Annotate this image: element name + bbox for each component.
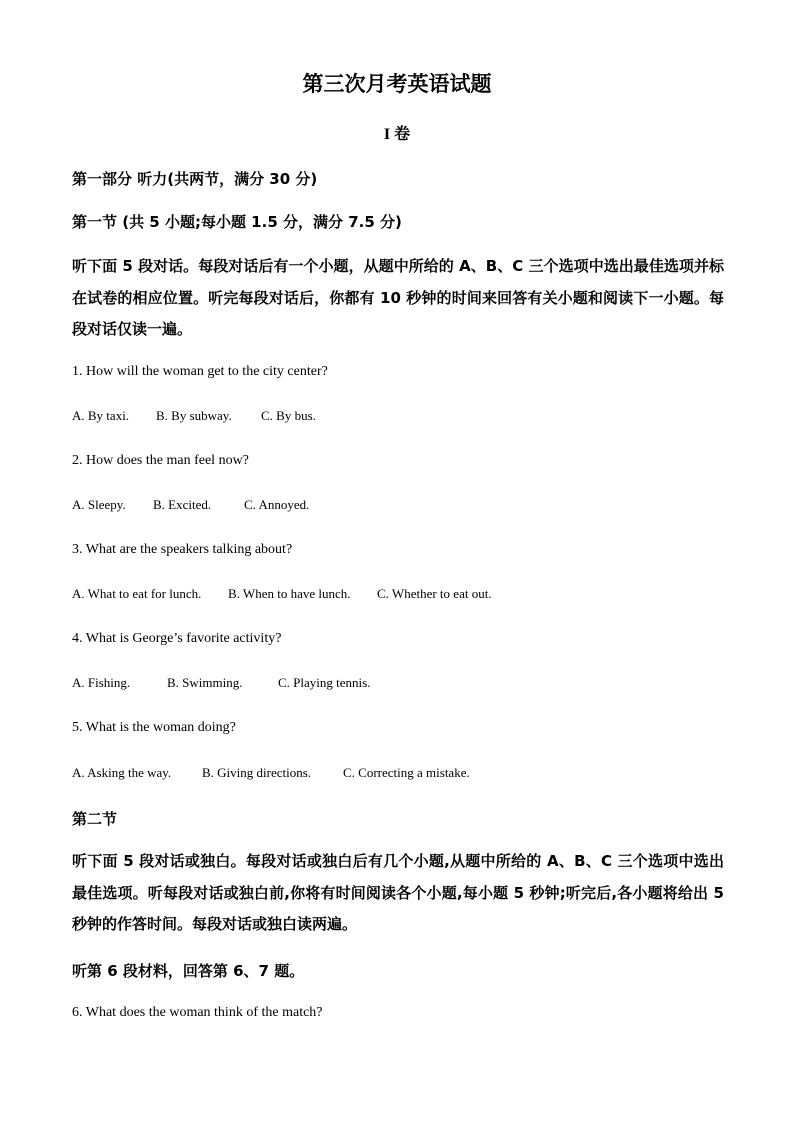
material-6-heading: 听第 6 段材料，回答第 6、7 题。: [72, 962, 305, 980]
question-2-stem: 2. How does the man feel now?: [72, 453, 249, 468]
question-3-options: [72, 586, 492, 602]
option-b: B. When to have lunch.: [228, 586, 351, 601]
option-a: A. By taxi.: [72, 408, 130, 423]
option-a: A. What to eat for lunch.: [72, 586, 202, 601]
option-c: C. Whether to eat out.: [377, 586, 492, 601]
section1-instructions: 听下面 5 段对话。每段对话后有一个小题，从题中所给的 A、B、C 三个选项中选出最佳选项并标在试卷的相应位置。听完每段对话后，你都有 10 秒钟的时间来回答有关小题和阅读下一小题。每段对话仅读一遍。: [72, 257, 724, 338]
option-c: C. Playing tennis.: [278, 675, 371, 690]
option-b: B. Swimming.: [167, 675, 243, 690]
section2-heading: 第二节: [72, 810, 118, 828]
section2-instructions: 听下面 5 段对话或独白。每段对话或独白后有几个小题,从题中所给的 A、B、C 三个选项中选出最佳选项。听每段对话或独白前,你将有时间阅读各个小题,每小题 5 秒钟;听完后,各小题将给出 5 秒钟的作答时间。每段对话或独白读两遍。: [72, 852, 724, 933]
option-a: A. Asking the way.: [72, 765, 172, 780]
option-b: B. By subway.: [156, 408, 232, 423]
part1-heading: 第一部分 听力(共两节，满分 30 分): [72, 170, 318, 188]
question-4-options: [72, 675, 370, 691]
option-b: B. Giving directions.: [202, 765, 312, 780]
question-1-stem: 1. How will the woman get to the city center?: [72, 364, 328, 379]
section1-heading: 第一节 (共 5 小题;每小题 1.5 分，满分 7.5 分): [72, 213, 402, 231]
option-c: C. By bus.: [261, 408, 316, 423]
option-a: A. Sleepy.: [72, 497, 126, 512]
option-c: C. Correcting a mistake.: [343, 765, 470, 780]
option-b: B. Excited.: [153, 497, 212, 512]
question-2-options: [72, 497, 309, 513]
question-5-stem: 5. What is the woman doing?: [72, 720, 236, 735]
page-title: 第三次月考英语试题: [302, 72, 492, 96]
question-3-stem: 3. What are the speakers talking about?: [72, 542, 293, 557]
question-4-stem: 4. What is George’s favorite activity?: [72, 631, 282, 646]
question-1-options: [72, 408, 316, 424]
question-6-stem: 6. What does the woman think of the match?: [72, 1005, 323, 1020]
volume-label: I 卷: [383, 126, 411, 143]
question-5-options: [72, 765, 470, 781]
option-c: C. Annoyed.: [244, 497, 310, 512]
option-a: A. Fishing.: [72, 675, 131, 690]
